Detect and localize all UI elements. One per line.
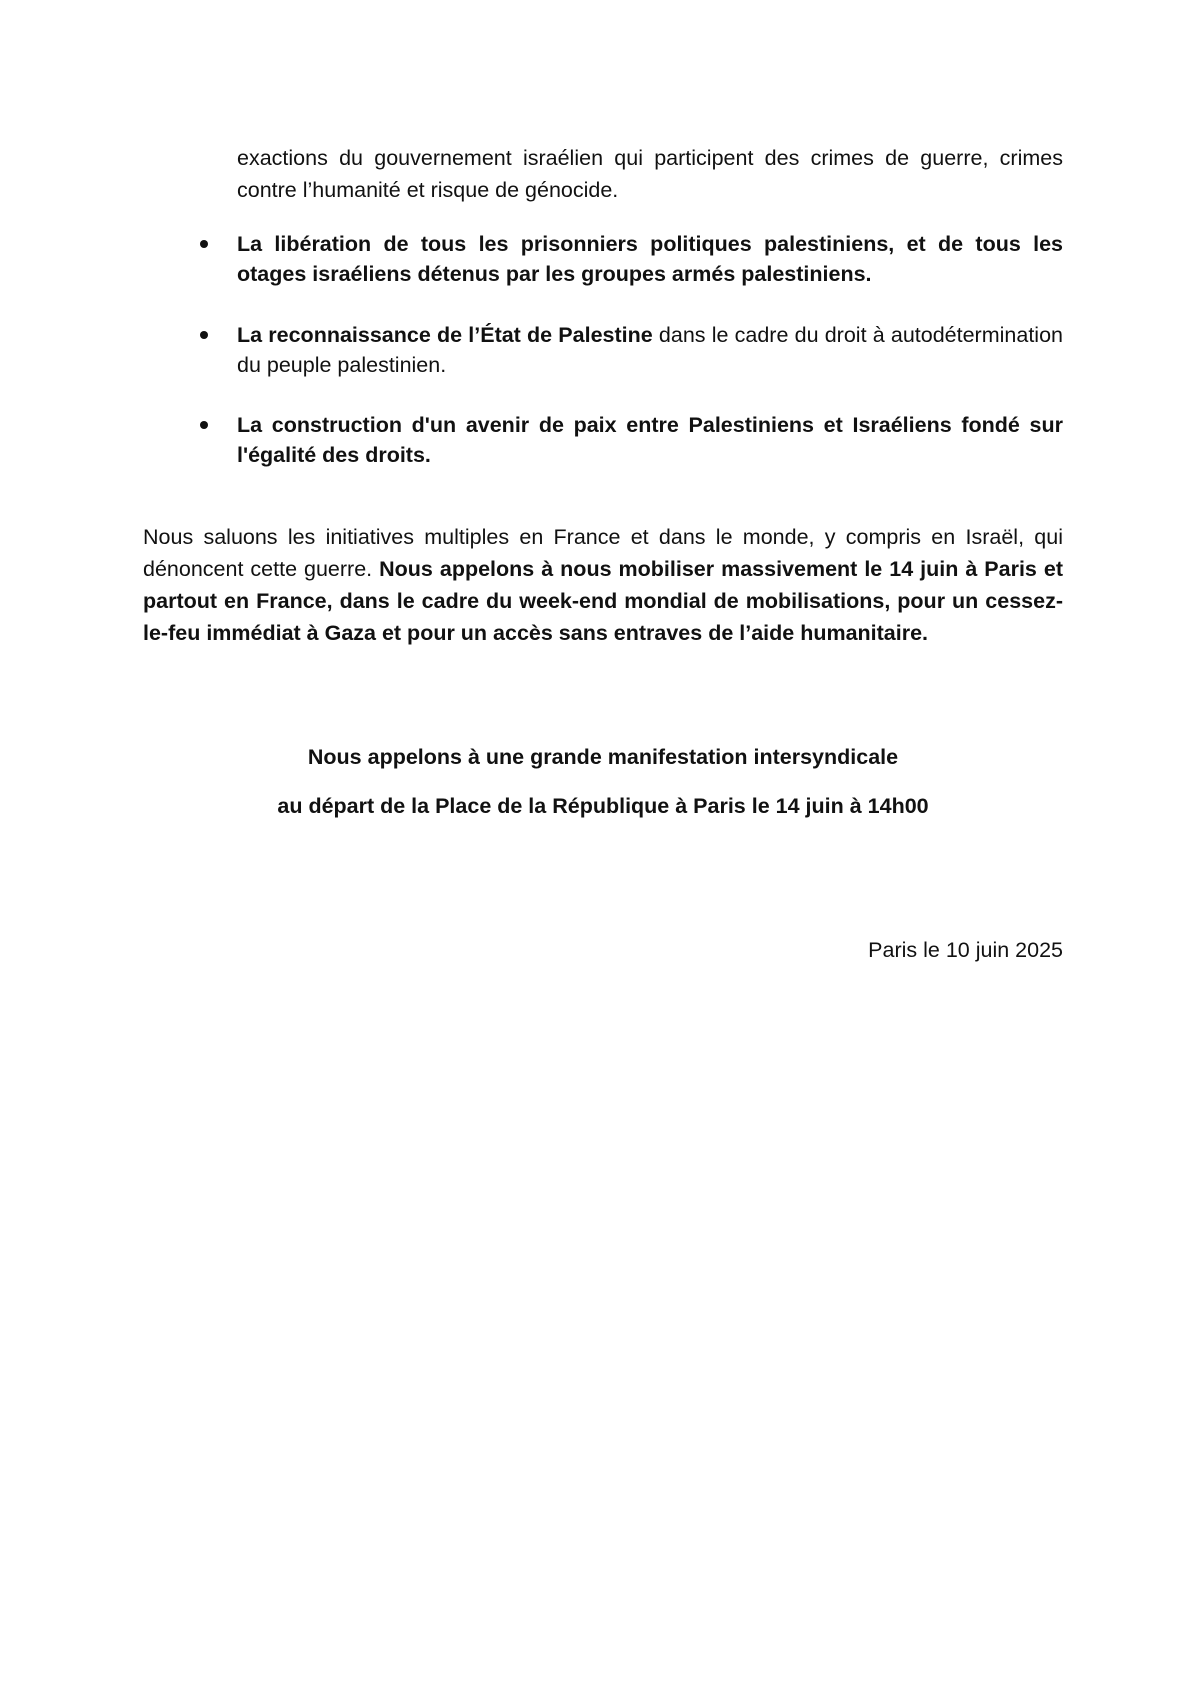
bullet-item-construction [237,410,1063,470]
main-paragraph [143,521,1063,649]
bullet-bold-text: La construction d'un avenir de paix entre Palestiniens et Israéliens fondé sur l'égalité des droits. [237,413,1063,467]
signature-date: Paris le 10 juin 2025 [868,938,1063,962]
bullet-bold-text: La libération de tous les prisonniers politiques palestiniens, et de tous les otages israéliens détenus par les groupes armés palestiniens. [237,232,1063,286]
main-paragraph-bold: Nous appelons à nous mobiliser massivement le 14 juin à Paris et partout en France, dans le cadre du week-end mondial de mobilisations, pour un cessez-le-feu immédiat à Gaza et pour un accès sans entraves de l’aide humanitaire. [143,557,1063,645]
bullet-dot-icon [200,421,208,429]
call-to-action-line-2: au départ de la Place de la République à Paris le 14 juin à 14h00 [277,794,929,818]
bullet-item-liberation [237,229,1063,289]
bullet-bold-text: La reconnaissance de l’État de Palestine [237,323,653,347]
bullet-dot-icon [200,331,208,339]
call-to-action-line-1: Nous appelons à une grande manifestation intersyndicale [307,745,899,769]
continuation-paragraph [237,142,1063,206]
main-paragraph-normal: Nous saluons les initiatives multiples en France et dans le monde, y compris en Israël, qui dénoncent cette guerre. [143,525,1063,581]
continuation-text: exactions du gouvernement israélien qui participent des crimes de guerre, crimes contre l’humanité et risque de génocide. [237,146,1063,202]
bullet-item-reconnaissance [237,320,1063,380]
bullet-dot-icon [200,240,208,248]
bullet-normal-text: dans le cadre du droit à autodétermination du peuple palestinien. [237,323,1063,377]
